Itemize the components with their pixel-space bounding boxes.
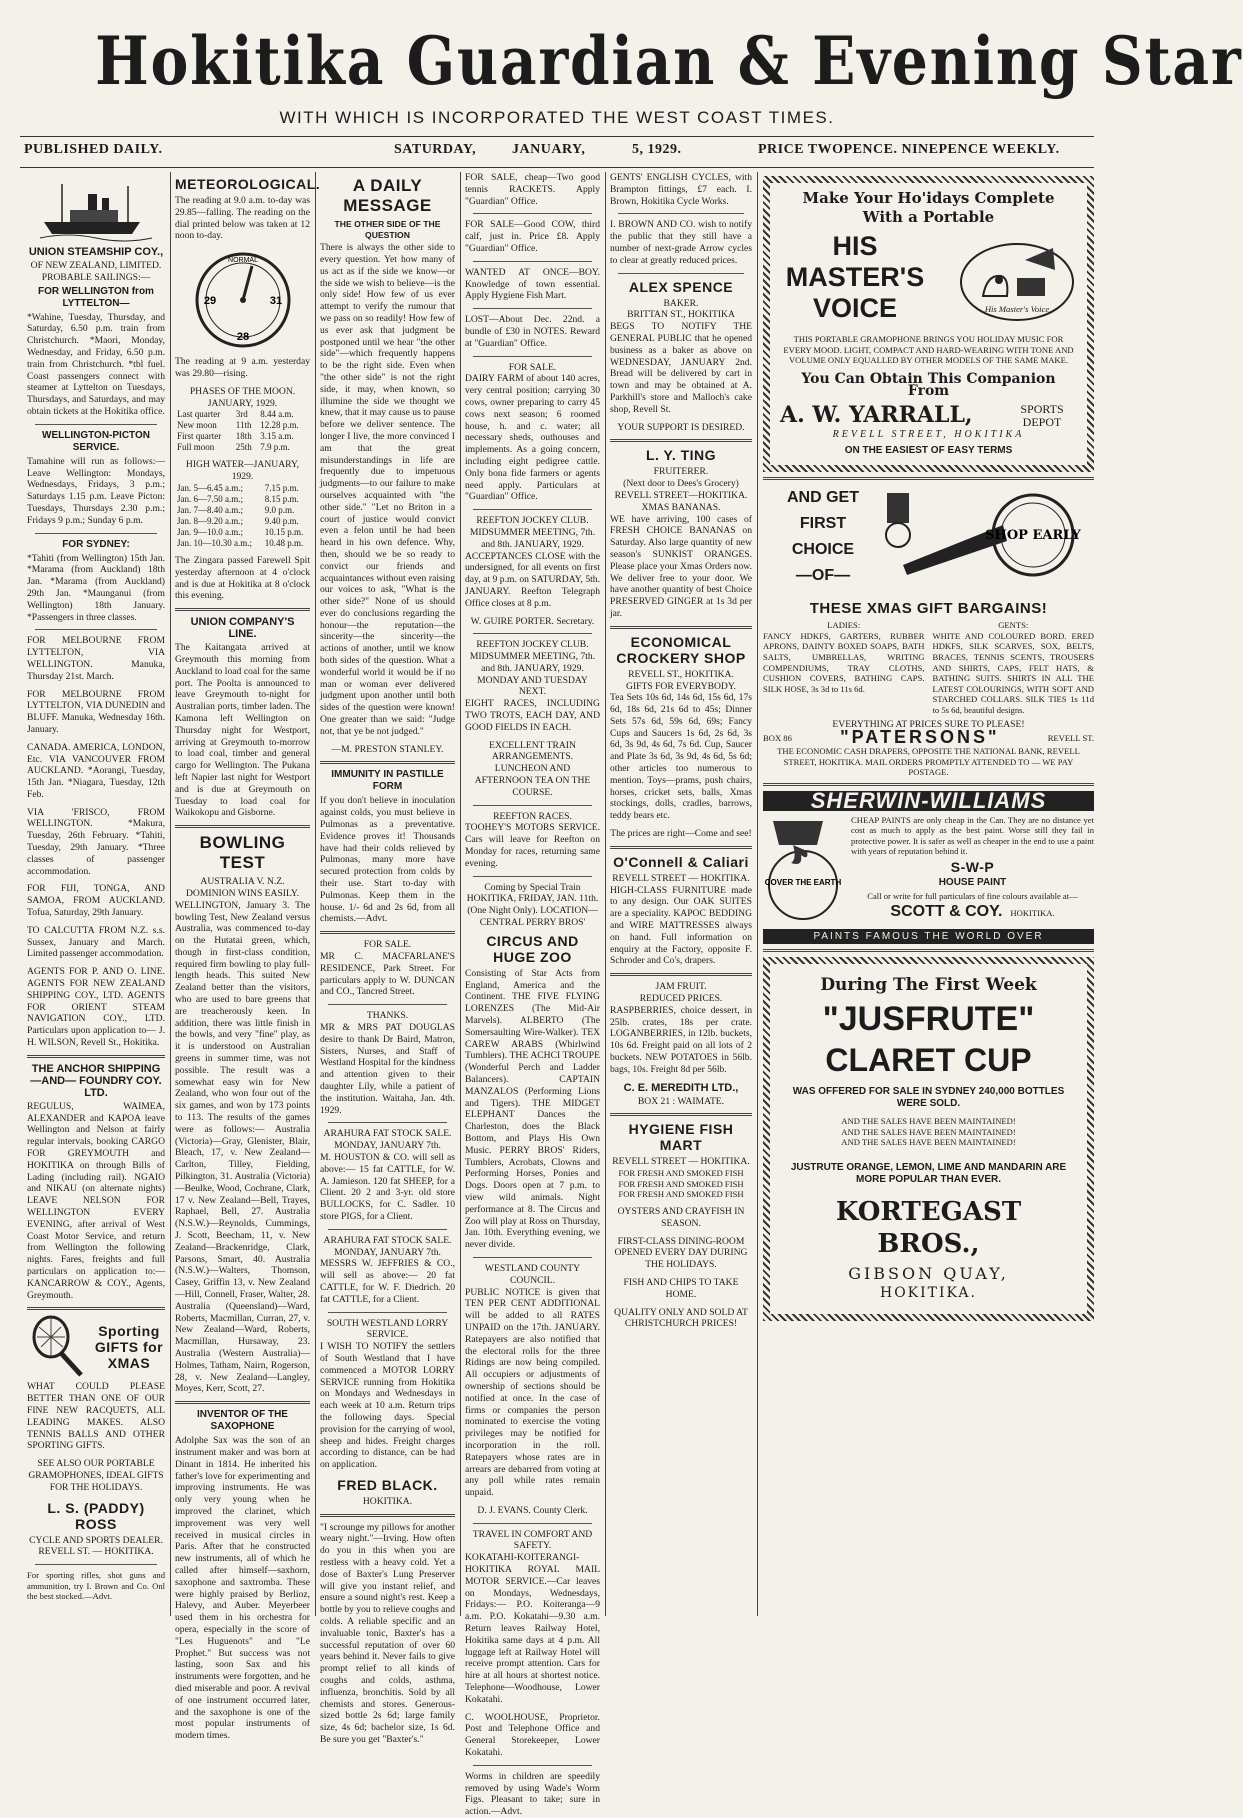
- anchor-shipping-title: THE ANCHOR SHIPPING —AND— FOUNDRY COY. LTD.: [30, 1062, 162, 1099]
- fish-quality: QUALITY ONLY AND SOLD AT CHRISTCHURCH PRICES!: [614, 1306, 748, 1330]
- alex-spence-address: BRITTAN ST., HOKITIKA: [627, 309, 735, 321]
- fish-line-3: FOR FRESH AND SMOKED FISH: [618, 1189, 744, 1200]
- thanks-heading: THANKS.: [366, 1010, 409, 1022]
- sherwin-williams-body: CHEAP PAINTS are only cheap in the Can. They are no distance yet cost as much to apply as the best paint. Worse still they fail in protective power. It is safer as well as cheaper in the end to use a paint with years of reputation behind it.: [851, 814, 1094, 857]
- newspaper-subtitle: WITH WHICH IS INCORPORATED THE WEST COAST TIMES.: [279, 108, 835, 127]
- meredith-address: BOX 21 : WAIMATE.: [637, 1095, 725, 1107]
- fish-line-2: FOR FRESH AND SMOKED FISH: [618, 1178, 744, 1189]
- picton-heading: WELLINGTON-PICTON SERVICE.: [42, 429, 150, 453]
- moon-phases-title: PHASES OF THE MOON. JANUARY, 1929.: [189, 385, 296, 409]
- sales-maintained-3: AND THE SALES HAVE BEEN MAINTAINED!: [841, 1137, 1016, 1148]
- oysters-crayfish: OYSTERS AND CRAYFISH IN SEASON.: [617, 1205, 745, 1229]
- for-sale-heading: FOR SALE.: [363, 939, 412, 951]
- fish-and-chips: FISH AND CHIPS TO TAKE HOME.: [623, 1276, 739, 1300]
- bowling-test-title: BOWLING TEST: [199, 833, 286, 873]
- jusfrute-advert: [763, 957, 1094, 1320]
- union-line-body: The Kaitangata arrived at Greymouth this morning from Auckland to load coal for the same port. The Poolta is announced to leave Greymouth to-night for Australian ports, timber laden. The Kamona left Wellington on Thursday night for Westport, arriving at Greymouth to-morrow to load coal, timber and general cargo for Wellington. The Pukana left Napier last night for Westport and is due at Greymouth on Tuesday to load coal for Waikokopu and Gisborne.: [175, 642, 310, 819]
- patersons-body: THE ECONOMIC CASH DRAPERS, OPPOSITE THE NATIONAL BANK, REVELL STREET, HOKITIKA. MAIL ORDERS PROMPTLY ATTENDED TO — WE PAY POSTAGE.: [777, 746, 1080, 778]
- column-3: [315, 172, 460, 1746]
- picton-service: Tamahine will run as follows:— Leave Wellington: Mondays, Wednesdays, Fridays, 3 p.m.; Saturdays 1.15 p.m. Leave Picton: Tuesdays, Thursdays 2.30 p.m.; Fridays 9 p.m.; Sunday 6 p.m.: [27, 455, 165, 526]
- fish-mart-title: HYGIENE FISH MART: [628, 1121, 734, 1154]
- ross-name: L. S. (PADDY) ROSS: [47, 1499, 145, 1532]
- column-4: [460, 172, 605, 1818]
- xmas-and-get: AND GET: [787, 489, 859, 507]
- dateline-rule: [20, 167, 1094, 168]
- fat-stock-sale-1-date: MONDAY, JANUARY 7th.: [334, 1140, 441, 1152]
- frisco-sailing: VIA 'FRISCO, FROM WELLINGTON. *Makura, Tuesday, 26th February. *Tahiti, Tuesday, 29th January. *Three classes of passenger accommodation.: [27, 806, 165, 877]
- lorry-service-title: SOUTH WESTLAND LORRY SERVICE.: [326, 1317, 449, 1341]
- claret-cup-name: CLARET CUP: [825, 1042, 1032, 1079]
- woolhouse-proprietor: C. WOOLHOUSE, Proprietor. Post and Telephone Office and General Storekeeper, Lower Kokatahi.: [465, 1711, 600, 1759]
- reduced-prices: REDUCED PRICES.: [639, 993, 723, 1005]
- kortegast-town: HOKITIKA.: [880, 1284, 977, 1301]
- english-cycles: GENTS' ENGLISH CYCLES, with Brampton fittings, £7 each. I. Brown, Hokitika Cycle Works.: [610, 172, 752, 207]
- xmas-first: FIRST: [799, 515, 847, 533]
- xmas-advert: [763, 485, 1094, 778]
- gents-list: WHITE AND COLOURED BORD. ERED HDKFS, SILK SCARVES, SOX, BELTS, BRACES, TENNIS SCENTS, TROUSERS AND SHIRTS, CAPS, FELT HATS, & BATHING SUITS. SHIRTS IN ALL THE LATEST COLOURINGS, WITH SOFT AND STARCHED COLLARS. SILK TIES 1s 11d to 5s 6d, beautiful designs.: [932, 630, 1094, 715]
- jam-fruit: JAM FRUIT.: [655, 981, 707, 993]
- rifles-note: For sporting rifles, shot guns and ammunition, try I. Brown and Co. Onl the best stocked.—Advt.: [27, 1570, 165, 1602]
- yarrall-name: A. W. YARRALL,: [780, 402, 973, 429]
- dining-room: FIRST-CLASS DINING-ROOM OPENED EVERY DAY DURING THE HOLIDAYS.: [614, 1235, 748, 1271]
- patersons-name: "PATERSONS": [840, 727, 1000, 748]
- barometer-dial: [180, 248, 306, 352]
- date-month: JANUARY,: [512, 142, 586, 157]
- ting-name: L. Y. TING: [645, 447, 717, 464]
- column-6: [757, 172, 1094, 1616]
- mail-motor-service: KOKATAHI-KOITERANGI-HOKITIKA ROYAL MAIL MOTOR SERVICE.—Car leaves on Mondays, Wednesdays, Fridays:— P.O. Koiteranga—9 a.m. P.O. Kokatahi—9.30 a.m. Return leaves Railway Hotel, Hokitika same days at 4 p.m. All luggage left at Railway Hotel will receive prompt attention. Cars for hire at all hours at shortest notice. Telephone—Woodhouse, Lower Kokatahi.: [465, 1552, 600, 1705]
- bowling-test-sub1: AUSTRALIA V. N.Z.: [200, 876, 285, 888]
- reefton-meeting-1: MIDSUMMER MEETING, 7th. and 8th. JANUARY, 1929.: [469, 526, 596, 550]
- moon-phases-table: Last quarter 3rd 8.44 a.m. New moon 11th 12.28 p.m. First quarter 18th 3.15 a.m. Full moon 25th 7.9 p.m.: [177, 409, 299, 453]
- meteorological-body: The reading at 9.0 a.m. to-day was 29.85—falling. The reading on the dial printed below was taken at 12 noon to-day.: [175, 195, 310, 242]
- zingara-note: The Zingara passed Farewell Spit yesterday afternoon at 4 o'clock and is due at Hokitika at 8 o'clock this evening.: [175, 554, 310, 602]
- published-daily: PUBLISHED DAILY.: [24, 142, 163, 157]
- first-week-heading: During The First Week: [820, 975, 1037, 996]
- column-2: [170, 172, 321, 1742]
- kortegast-name: KORTEGAST BROS.,: [835, 1197, 1022, 1260]
- date-day: SATURDAY,: [394, 142, 477, 157]
- sydney-heading: FOR SYDNEY:: [62, 538, 130, 550]
- travel-comfort: TRAVEL IN COMFORT AND SAFETY.: [472, 1528, 593, 1552]
- ting-address: REVELL STREET—HOKITIKA.: [614, 489, 748, 501]
- county-council-notice: PUBLIC NOTICE is given that TEN PER CENT ADDITIONAL will be added to all RATES UNPAID on the 17th. JANUARY. Ratepayers are also notified that the electoral rolls for the three Ridings are now being compiled. All occupiers or adjustments of ownership of sections should be notified at once. In the case of firms or companies the person nominated to exercise the voting privileges may be notified for incorporation in the roll. Ratepayers whose rates are in arrears are debarred from voting at any poll while rates remain unpaid.: [465, 1286, 600, 1499]
- jam-fruit-body: RASPBERRIES, choice dessert, in 25lb. crates, 18s per crate. LOGANBERRIES, in 12lb. buckets, 10s 6d. Freight paid on all lots of 2 buckets. NEW POTATOES in 56lb. bags, 10s. Freight 8d per 56lb.: [610, 1004, 752, 1075]
- macfarlane-notice: MR C. MACFARLANE'S RESIDENCE, Park Street. For particulars apply to W. DUNCAN and CO., Tancred Street.: [320, 951, 455, 998]
- reefton-races: REEFTON RACES.: [493, 810, 572, 822]
- luncheon-note: LUNCHEON AND AFTERNOON TEA ON THE COURSE.: [474, 763, 591, 798]
- gents-heading: GENTS:: [998, 620, 1029, 631]
- column-5: [605, 172, 757, 1616]
- ross-address: CYCLE AND SPORTS DEALER. REVELL ST. — HOKITIKA.: [29, 1534, 163, 1558]
- gramophone-note: SEE ALSO OUR PORTABLE GRAMOPHONES, IDEAL GIFTS FOR THE HOLIDAYS.: [28, 1458, 164, 1493]
- reefton-jockey-club-1: REEFTON JOCKEY CLUB.: [476, 515, 589, 527]
- jusfrute-name: "JUSFRUTE": [822, 1000, 1035, 1039]
- oconnell-caliari-address: REVELL STREET — HOKITIKA.: [612, 872, 750, 884]
- ting-body: WE have arriving, 100 cases of FRESH CHOICE BANANAS on Saturday. Also large quantity of new season's SUNKIST ORANGES. Please place your Xmas Orders now. We deliver free to your door. We have another quantity of best Choice PRESERVED GINGER at 1s 3d per jar.: [610, 513, 752, 619]
- union-steamship-title: UNION STEAMSHIP COY.,: [28, 246, 164, 258]
- melbourne-sailing-1: FOR MELBOURNE FROM LYTTELTON, VIA WELLINGTON. Manuka, Thursday 21st. March.: [27, 635, 165, 682]
- acceptances-notice: ACCEPTANCES CLOSE with the undersigned, for all events on first day, at 9 p.m. on SATURDAY, 5th. JANUARY. Reefton Telegraph Office closes at 8 p.m.: [465, 550, 600, 609]
- herald-trumpet-icon: [883, 485, 1083, 595]
- sydney-sales: WAS OFFERED FOR SALE IN SYDNEY 240,000 BOTTLES WERE SOLD.: [792, 1086, 1065, 1110]
- fiji-sailing: FOR FIJI, TONGA, AND SAMOA, FROM AUCKLAND. Tofua, Saturday, 29th January.: [27, 883, 165, 919]
- dial-right-label: 31: [269, 295, 282, 308]
- cow-sale: FOR SALE—Good COW, third calf, just in. Price £8. Apply "Guardian" Office.: [465, 219, 600, 254]
- daily-message-body: There is always the other side to every question. Yet how many of us act as if the side we know—or the side we wish to believe—is the only side! How few of us ever attempt to verify the rumour that we pass on so readily! How few of us ever ask that judgment be postponed until we hear "the other side"—which frequently happens to be the right side. Even when "the other side" is not the right side, it may, when known, so illumine the side we thought we knew, that it may cause us to pause before we deliver sentence. The longer I live, the more convinced I am that the great misunderstandings in life are frequently due to impetuous judgments—to our failure to make ourselves acquainted with "the other side." "Let no Briton in a court of justice would convict even a felon until he had been heard in his own defence. Why, then, should we be so ready to convict our friends and acquaintances without even raising our voices to ask, "What is the other side?" None of us should ever do conclusions regarding the honour—the reputation—the sincerity—the sincerity—the actions of another, until we know both sides of the question. What a wonderful world it would be if no man or woman ever delivered judgment upon another until both sides of the question were known! One greater than we said: "Judge not, that ye be not judged.": [320, 242, 455, 737]
- ting-trade: FRUITERER.: [653, 466, 709, 478]
- daily-message-title: A DAILY MESSAGE: [343, 176, 432, 215]
- hmv-body: THIS PORTABLE GRAMOPHONE BRINGS YOU HOLIDAY MUSIC FOR EVERY MOOD. LIGHT, COMPACT AND HARD-WEARING WITH TONE AND VOLUME ONLY EQUALLED BY OTHER MODELS OF THE SAME MAKE.: [783, 334, 1074, 366]
- brown-cycles-notice: I. BROWN AND CO. wish to notify the public that they still have a number of next-grade Arrow cycles to clear at greatly reduced prices.: [610, 219, 752, 266]
- dial-bottom-label: 28: [236, 331, 249, 344]
- circus-coming: Coming by Special Train HOKITIKA, FRIDAY, JAN. 11th. (One Night Only). LOCATION—CENTRAL PERRY BROS': [466, 881, 599, 929]
- steamship-icon: [40, 176, 152, 242]
- ladies-heading: LADIES:: [827, 620, 861, 631]
- xmas-choice: CHOICE: [791, 541, 855, 559]
- ting-bananas: XMAS BANANAS.: [641, 501, 721, 513]
- fish-mart-address: REVELL STREET — HOKITIKA.: [612, 1156, 750, 1168]
- dial-left-label: 29: [203, 295, 216, 308]
- crockery-gifts: GIFTS FOR EVERYBODY.: [626, 680, 736, 692]
- patersons-box: BOX 86: [763, 732, 792, 743]
- everything-prices: EVERYTHING AT PRICES SURE TO PLEASE!: [832, 718, 1025, 730]
- sherwin-williams-banner: SHERWIN-WILLIAMS: [763, 791, 1094, 811]
- bowling-test-sub2: DOMINION WINS EASILY.: [185, 887, 299, 899]
- lost-notes: LOST—About Dec. 22nd. a bundle of £30 in NOTES. Reward at "Guardian" Office.: [465, 314, 600, 349]
- baxters-advert: "I scrounge my pillows for another weary night."—Irving. How often do you in this when you are restless with a heavy cold. Yet a dose of Baxter's Lung Preserver will give you instant relief, and ensure a sound night's rest. Keep a bottle by you to relieve coughs and colds. A reliable specific and an invaluable tonic, Baxter's has a successful reputation of over 60 years behind it. Never fails to give prompt relief to all kinds of coughs and colds, asthma, influenza, bronchitis. Sold by all chemists and stores. Generous-sized bottle 2s 6d; large family size, 4s 6d; bachelor size, 1s 6d. Be sure you get "Baxter's.": [320, 1521, 455, 1746]
- sales-maintained-2: AND THE SALES HAVE BEEN MAINTAINED!: [841, 1126, 1016, 1137]
- reefton-jockey-club-2: REEFTON JOCKEY CLUB.: [476, 639, 589, 651]
- fat-stock-sale-1-body: M. HOUSTON & CO. will sell as above:— 15 fat CATTLE, for W. A. Jamieson. 120 fat SHEEP, for a Client. 20 2 and 3-yr. old store BULLOCKS, for C. Sadler. 10 store PIGS, for a Client.: [320, 1151, 455, 1222]
- yarrall-address: REVELL STREET, HOKITIKA: [832, 429, 1025, 441]
- worm-figs-advert: Worms in children are speedily removed by using Wade's Worm Figs. Pleasant to take; sure in action.—Advt.: [465, 1770, 600, 1818]
- for-sale-heading: FOR SALE.: [508, 361, 557, 373]
- alex-spence-trade: BAKER.: [663, 297, 699, 309]
- masthead-rule: [20, 136, 1094, 137]
- lorry-service-body: I WISH TO NOTIFY the settlers of South Westland that I have commenced a MOTOR LORRY SERVICE running from Hokitika on Mondays and Wednesdays in each week at 10 a.m. Return trips the following days. Special provision for the carrying of wool, sheep and hides. Freight charges according to distance, can be had on application.: [320, 1341, 455, 1471]
- reefton-meeting-2: MIDSUMMER MEETING, 7th. and 8th. JANUARY, 1929. MONDAY AND TUESDAY NEXT.: [469, 651, 596, 698]
- oconnell-caliari-body: HIGH-CLASS FURNITURE made to any design. Our OAK SUITES are a speciality. KAPOC BEDDING and WIRE MATTRESSES always on hand. Full information on enquiry at the Factory, opposite F. Schroder and Co's, drapers.: [610, 884, 752, 967]
- dateline: [24, 142, 1094, 164]
- immunity-body: If you don't believe in inoculation against colds, you must believe in Pulmonas as a preventative. Evidence proves it! Thousands have had their colds relieved by Pulmonas, many more have secured protection from colds by their use. Start to-day with Pulmonas. Keep them in the house. 1/- 6d and 2s 6d, from all chemists.—Advt.: [320, 795, 455, 925]
- canada-sailing: CANADA. AMERICA, LONDON, Etc. VIA VANCOUVER FROM AUCKLAND. *Aorangi, Tuesday, 15th Jan. *Niagara, Tuesday, 12th Feb.: [27, 741, 165, 800]
- eight-races: EIGHT RACES, INCLUDING TWO TROTS, EACH DAY, AND GOOD FIELDS IN EACH.: [465, 698, 600, 733]
- hmv-title: HIS MASTER'S VOICE: [785, 231, 925, 323]
- easy-terms: ON THE EASIEST OF EASY TERMS: [844, 445, 1013, 457]
- calcutta-sailing: TO CALCUTTA FROM N.Z. s.s. Sussex, January and March. Limited passenger accommodation.: [27, 924, 165, 960]
- meredith-name: C. E. MEREDITH LTD.,: [623, 1081, 739, 1094]
- saxophone-body: Adolphe Sax was the son of an instrument maker and was born at Dinant in 1814. He inherited his father's love for experimenting and improving instruments. He was only very young when he improved the clarinet, which improvement was very well received in musical circles in Paris. After that he constructed new instruments, all of which he called after himself—saxhorn, saxophone and saxtromba. These were highly praised by Berlioz, Halevy, and Auber. Meyerbeer used them in his orchestra for opera, especially in the score of "Les Huguenots" and "Le Prophet." But success was not lasting, soon Sax and his instruments were forgotten, and he died miserable and poor. A revival of one instrument occurred later, and the saxophone is one of the most popular instruments of modern times.: [175, 1435, 310, 1742]
- xmas-of: —OF—: [795, 567, 851, 585]
- hmv-advert: [763, 176, 1094, 472]
- crockery-body: Tea Sets 10s 6d, 14s 6d, 15s 6d, 17s 6d, 18s 6d, 21s 6d to 45s; Dinner Sets 57s 6d, 59s 6d, 69s; Fancy Cups and Saucers 1s 6d, 2s 6d, 3s 6d, 3s 9d, 4s 6d, 7s 6d. Cup, Saucer and Plate 3s 6d, 3s 9d, 4s 6d, 5s 6d; other articles too numerous to mention. Toys—prams, push chairs, horses, cricket sets, balls, Xmas stockings, dolls, cradles, barrows, teddy bears etc.: [610, 692, 752, 822]
- train-arrangements: EXCELLENT TRAIN ARRANGEMENTS.: [489, 739, 576, 763]
- wellington-sailings: *Wahine, Tuesday, Thursday, and Saturday, 6.50 p.m. train from Christchurch. *Maori, Monday, Wednesday, and Friday, 6.50 p.m. train from Christchurch. *tbl fuel. Coast passengers connect with steamer at Lyttelton on Tuesdays, Thursdays, and Saturdays, and may obtain tickets at the Hokitika office.: [27, 311, 165, 417]
- column-1: [22, 172, 170, 1616]
- patersons-street: REVELL ST.: [1047, 732, 1094, 743]
- scott-coy-town: HOKITIKA.: [1010, 907, 1055, 918]
- county-council-title: WESTLAND COUNTY COUNCIL.: [484, 1262, 581, 1286]
- thanks-body: MR & MRS PAT DOUGLAS desire to thank Dr Baird, Matron, Sisters, Nurses, and Staff of Westland Hospital for the kindness and attention given to their daughter Lily, while a patient of the institution. Waitaha, Jan. 4th. 1929.: [320, 1022, 455, 1116]
- bowling-test-body: WELLINGTON, January 3. The bowling Test, New Zealand versus Australia, was commenced to-day on the Hutatai green, which, though in first-class condition, required firm bowling to play full-length heads. This suited New Zealand better than the visitors, who are used to bare greens that are treacherously keen. In addition, there was little finish in the bowls, and very "fine" play, as it is understood on Australian greens in summer time, was not possible. The result was a somewhat easy win for New Zealand, who won four out of the six games, and won by 173 points to 113. The results of the games were as follows:— Australia (Victoria)—Gray, Glenister, Blair, Bleach, 17, v. New Zealand—Carlton, Tilley, Fielding, Pilkington, 31. Australia (Victoria)—Beulke, Wood, Cochrane, Clark, 17 v. New Zealand—Bell, Trayes, Raphael, Bell, 27. Australia (N.S.W.)—Reynolds, Cummings, J. Scott, Beecham, 11, v. New Zealand—Brackenridge, Clark, Parsons, Smart, 40. Australia (N.S.W.)—Walters, Thomson, Casey, Griffin 13, v. New Zealand—Hill, Connell, Fraser, Walter, 28. Australia (Queensland)—Ward, Roberts, Macmillan, Curran, 27, v. New Zealand—Ward, Roberts, Macmillan, Hursaway, 23. Australia (Western Australia)—Holmes, Tatham, Nairn, Rogerson, 28, v. New Zealand—Langley, Moyes, Kerr, Scott, 27.: [175, 899, 310, 1395]
- anchor-shipping-body: REGULUS, WAIMEA, ALEXANDER and KAPOA leave Wellington and Nelson at fairly regular intervals, booking CARGO FOR GREYMOUTH and HOKITIKA on through Bills of Lading (including rail). NGAIO and NIKAU (on alternate nights) LEAVE NELSON FOR WELLINGTON EVERY EVENING, after arrival of West Coast Motor Service, and return from Wellington the following nights. Fares, freights and full particulars on application to:— KANCARROW & COY., Agents, Greymouth.: [27, 1100, 165, 1301]
- fred-black-name: FRED BLACK.: [337, 1476, 438, 1493]
- circus-title: CIRCUS AND HUGE ZOO: [486, 932, 579, 965]
- sherwin-williams-footer: PAINTS FAMOUS THE WORLD OVER: [763, 929, 1094, 945]
- ting-note: (Next door to Dees's Grocery): [623, 478, 739, 490]
- county-clerk: D. J. EVANS. County Clerk.: [477, 1504, 588, 1516]
- fat-stock-sale-2-body: MESSRS W. JEFFRIES & CO., will sell as above:— 20 fat CATTLE, for W. F. Diedrich. 20 fat CATTLE, for a Client.: [320, 1258, 455, 1305]
- immunity-title: IMMUNITY IN PASTILLE FORM: [331, 769, 444, 793]
- fred-black-town: HOKITIKA.: [362, 1495, 413, 1507]
- support-desired: YOUR SUPPORT IS DESIRED.: [617, 421, 745, 433]
- wanted-boy: WANTED AT ONCE—BOY. Knowledge of town essential. Apply Hygiene Fish Mart.: [465, 266, 600, 302]
- hmv-obtain: You Can Obtain This Companion From: [801, 370, 1056, 399]
- sales-maintained-1: AND THE SALES HAVE BEEN MAINTAINED!: [841, 1116, 1016, 1127]
- sherwin-williams-advert: [763, 787, 1094, 945]
- alex-spence-name: ALEX SPENCE: [628, 278, 734, 295]
- fish-line-1: FOR FRESH AND SMOKED FISH: [618, 1168, 744, 1179]
- dial-normal-label: NORMAL: [227, 257, 258, 265]
- saxophone-title: INVENTOR OF THE SAXOPHONE: [197, 1409, 288, 1433]
- house-paint-label: HOUSE PAINT: [938, 877, 1007, 889]
- daily-message-author: —M. PRESTON STANLEY.: [331, 743, 444, 755]
- melbourne-sailing-2: FOR MELBOURNE FROM LYTTELTON, VIA DUNEDIN and BLUFF. Manuka, Wednesday 16th. January.: [27, 688, 165, 735]
- toohey-motors: TOOHEY'S MOTORS SERVICE. Cars will leave for Reefton on Monday for races, returning same evening.: [465, 822, 600, 869]
- crockery-shop-title: ECONOMICAL CROCKERY SHOP: [616, 633, 746, 666]
- ladies-list: FANCY HDKFS, GARTERS, RUBBER APRONS, DAINTY BOXED SOAPS, BATH SALTS, UMBRELLAS, WRITING COMPENDIUMS, TRAY CLOTHS, CUSHION COVERS, BATHING CAPS. SILK HOSE, 3s 3d to 11s 6d.: [763, 630, 925, 694]
- crockery-prices: The prices are right—Come and see!: [610, 828, 752, 840]
- paint-can-globe-icon: [763, 815, 843, 925]
- porter-secretary: W. GUIRE PORTER. Secretary.: [470, 615, 595, 627]
- shop-early-badge: SHOP EARLY: [985, 528, 1081, 544]
- sporting-gifts-body: WHAT COULD PLEASE BETTER THAN ONE OF OUR FINE NEW RACQUETS, ALL LEADING MAKES. ALSO TENNIS BALLS AND OTHER SPORTING GIFTS.: [27, 1381, 165, 1452]
- masthead: [20, 20, 1243, 128]
- fat-stock-sale-2-date: MONDAY, JANUARY 7th.: [334, 1246, 441, 1258]
- yarrall-depot: SPORTS DEPOT: [1020, 402, 1064, 430]
- tennis-racquet-icon: [27, 1315, 87, 1377]
- circus-body: Consisting of Star Acts from England, America and the Continent. THE FIVE FLYING LORENZES (The Mid-Air Marvels). ALBERTO (The Somersaulting Wire-Walker). TEX CAREW ARABS (Whirlwind Tumblers). THE ACHCI TROUPE (Wonderful Perch and Ladder Balancers). CAPTAIN MANZALOS (Performing Lions and Tigers). THE MIDGET ELEPHANT Dances the Charleston, does the Black Bottom, and Plays His Own Music. PERRY BROS' Riders, Tumblers, Acrobats, Clowns and Performing Horses, Ponies and Dogs. Doors open at 7 p.m. to view wild animals. Night performance at 8. The Circus and Zoo will play at Ross on Thursday, Jan. 10th. Everything evening, we never divide.: [465, 967, 600, 1251]
- orange-flavours: JUSTRUTE ORANGE, LEMON, LIME AND MANDARIN ARE MORE POPULAR THAN EVER.: [790, 1162, 1067, 1186]
- sydney-sailings: *Tahiti (from Wellington) 15th Jan. *Marama (from Auckland) 18th Jan. *Marama (from Auckland) 29th Jan. *Maunganui (from Wellington) 18th January. *Passengers in three classes.: [27, 552, 165, 623]
- meteorological-title: METEOROLOGICAL.: [175, 176, 321, 192]
- hmv-headline: Make Your Ho'idays Complete With a Portable: [802, 189, 1055, 226]
- newspaper-title: Hokitika Guardian & Evening Star: [95, 22, 1243, 100]
- meteorological-yesterday: The reading at 9 a.m. yesterday was 29.80—rising.: [175, 356, 310, 379]
- dairy-farm-sale: DAIRY FARM of about 140 acres, very central position; carrying 30 cows, owner preparing to carry 45 cows next season; 6 roomed house, h. and c. water; all necessary sheds, outhouses and implements. As a going concern, including eight pedigree cattle. Only bona fide farmers or agents need apply. Particulars at "Guardian" Office.: [465, 373, 600, 503]
- scott-coy-name: SCOTT & COY.: [890, 902, 1003, 920]
- daily-message-sub: THE OTHER SIDE OF THE QUESTION: [334, 219, 441, 240]
- hmv-logo-caption: His Master's Voice: [984, 304, 1050, 315]
- xmas-title: THESE XMAS GIFT BARGAINS!: [809, 600, 1048, 618]
- sporting-gifts-heading: Sporting GIFTS for XMAS: [94, 1322, 164, 1371]
- oconnell-caliari-title: O'Connell & Caliari: [613, 853, 749, 870]
- high-water-table: Jan. 5—6.45 a.m.; 7.15 p.m. Jan. 6—7.50 a.m.; 8.15 p.m. Jan. 7—8.40 a.m.; 9.0 p.m. Jan. 8—9.20 a.m.; 9.40 p.m. Jan. 9—10.0 a.m.; 10.15 p.m. Jan. 10—10.30 a.m.; 10.48 p.m.: [177, 482, 304, 548]
- alex-spence-body: BEGS TO NOTIFY THE GENERAL PUBLIC that he opened business as a baker as above on WEDNESDAY, JANUARY 2nd. Bread will be delivered by cart in town and may be obtained at A. Parkhill's store and Malloch's cake shop, Revell St.: [610, 321, 752, 415]
- price: PRICE TWOPENCE. NINEPENCE WEEKLY.: [758, 142, 1060, 157]
- cover-the-earth-label: COVER THE EARTH: [764, 877, 842, 887]
- fat-stock-sale-2-title: ARAHURA FAT STOCK SALE.: [323, 1234, 452, 1246]
- probable-sailings: PROBABLE SAILINGS:—: [41, 271, 151, 283]
- high-water-title: HIGH WATER—JANUARY, 1929.: [185, 459, 300, 483]
- union-steamship-sub: OF NEW ZEALAND, LIMITED.: [30, 260, 162, 271]
- sherwin-williams-call: Call or write for full particulars of fine colours available at—: [867, 891, 1078, 902]
- fat-stock-sale-1-title: ARAHURA FAT STOCK SALE.: [323, 1128, 452, 1140]
- agents-notice: AGENTS FOR P. AND O. LINE. AGENTS FOR NEW ZEALAND SHIPPING COY., LTD. AGENTS FOR ORIENT STEAM NAVIGATION COY., LTD. Particulars upon application to— J. H. WILSON, Revell St., Hokitika.: [27, 966, 165, 1049]
- wellington-heading: FOR WELLINGTON from LYTTELTON—: [38, 285, 154, 309]
- date-year: 5, 1929.: [632, 142, 682, 157]
- tennis-rackets-sale: FOR SALE, cheap—Two good tennis RACKETS. Apply "Guardian" Office.: [465, 172, 600, 207]
- gibson-quay: GIBSON QUAY,: [848, 1264, 1009, 1284]
- swp-label: S-W-P: [950, 859, 995, 876]
- union-line-title: UNION COMPANY'S LINE.: [190, 616, 295, 641]
- crockery-shop-address: REVELL ST., HOKITIKA.: [628, 668, 734, 680]
